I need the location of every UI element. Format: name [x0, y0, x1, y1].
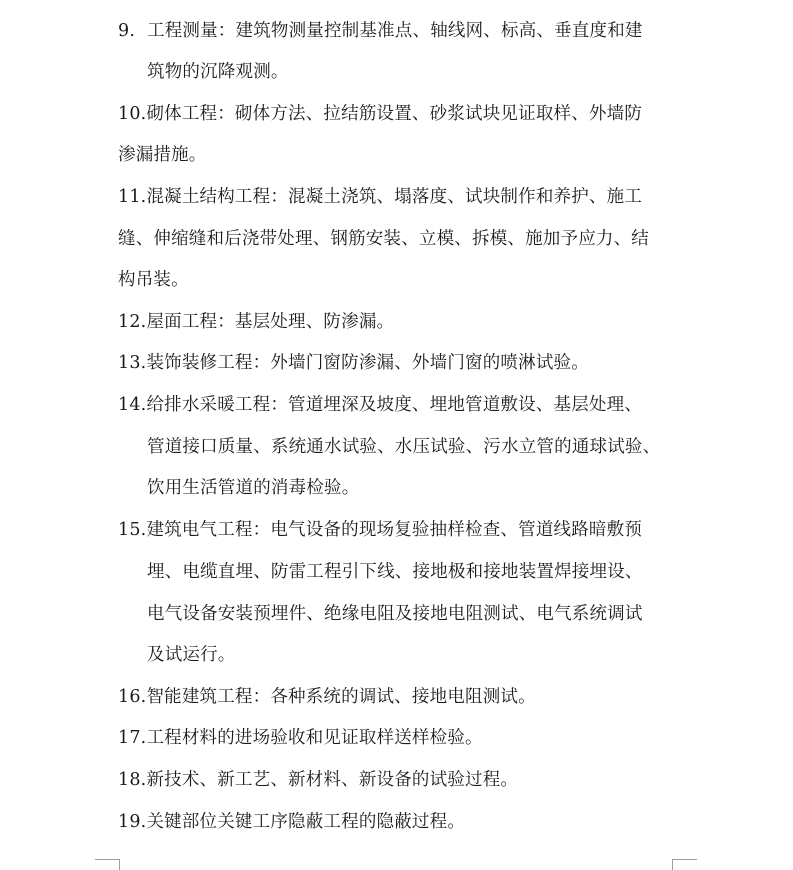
item-17-line-1	[118, 726, 483, 750]
item-14-line-2: 管道接口质量、系统通水试验、水压试验、污水立管的通球试验、	[147, 437, 661, 457]
item-18-number: 18.	[118, 770, 147, 790]
item-18-line-1	[118, 768, 518, 792]
item-12-text-1: 屋面工程：基层处理、防渗漏。	[146, 312, 395, 332]
item-13-number: 13.	[118, 353, 147, 373]
item-13-line-1	[118, 351, 589, 375]
item-11-line-3: 构吊装。	[118, 270, 189, 290]
item-17-text-1: 工程材料的进场验收和见证取样送样检验。	[146, 728, 483, 748]
item-11-line-1	[118, 185, 642, 209]
item-15-line-2: 埋、电缆直埋、防雷工程引下线、接地极和接地装置焊接埋设、	[147, 562, 643, 582]
item-16-line-1	[118, 685, 536, 709]
item-14-number: 14.	[118, 395, 147, 415]
item-18-text-1: 新技术、新工艺、新材料、新设备的试验过程。	[146, 770, 519, 790]
item-15-line-3: 电气设备安装预埋件、绝缘电阻及接地电阻测试、电气系统调试	[147, 604, 643, 624]
item-9-number: 9.	[118, 21, 136, 41]
item-11-text-1: 混凝土结构工程：混凝土浇筑、塌落度、试块制作和养护、施工	[146, 187, 643, 207]
item-10-number: 10.	[118, 104, 147, 124]
crop-mark-right	[672, 859, 697, 870]
item-11-number: 11.	[118, 187, 147, 207]
item-19-line-1	[118, 810, 465, 834]
item-19-text-1: 关键部位关键工序隐蔽工程的隐蔽过程。	[146, 812, 466, 832]
item-15-line-1	[118, 518, 642, 542]
item-13-text-1: 装饰装修工程：外墙门窗防渗漏、外墙门窗的喷淋试验。	[146, 353, 589, 373]
item-19-number: 19.	[118, 812, 147, 832]
item-12-number: 12.	[118, 312, 147, 332]
item-17-number: 17.	[118, 728, 147, 748]
item-16-text-1: 智能建筑工程：各种系统的调试、接地电阻测试。	[146, 687, 536, 707]
item-10-line-1	[118, 102, 642, 126]
item-11-line-2: 缝、伸缩缝和后浇带处理、钢筋安装、立模、拆模、施加予应力、结	[118, 229, 649, 249]
item-15-text-1: 建筑电气工程：电气设备的现场复验抽样检查、管道线路暗敷预	[146, 520, 643, 540]
item-15-number: 15.	[118, 520, 147, 540]
item-9-line-2: 筑物的沉降观测。	[147, 62, 289, 82]
item-16-number: 16.	[118, 687, 147, 707]
item-14-line-3: 饮用生活管道的消毒检验。	[147, 478, 360, 498]
item-9-line-1	[118, 19, 643, 43]
item-14-text-1: 给排水采暖工程：管道埋深及坡度、埋地管道敷设、基层处理、	[146, 395, 643, 415]
item-10-line-2: 渗漏措施。	[118, 145, 207, 165]
item-15-line-4: 及试运行。	[147, 645, 236, 665]
item-9-text-1: 工程测量：建筑物测量控制基准点、轴线网、标高、垂直度和建	[147, 21, 643, 41]
item-14-line-1	[118, 393, 642, 417]
item-10-text-1: 砌体工程：砌体方法、拉结筋设置、砂浆试块见证取样、外墙防	[146, 104, 643, 124]
item-12-line-1	[118, 310, 394, 334]
crop-mark-left	[95, 859, 120, 870]
